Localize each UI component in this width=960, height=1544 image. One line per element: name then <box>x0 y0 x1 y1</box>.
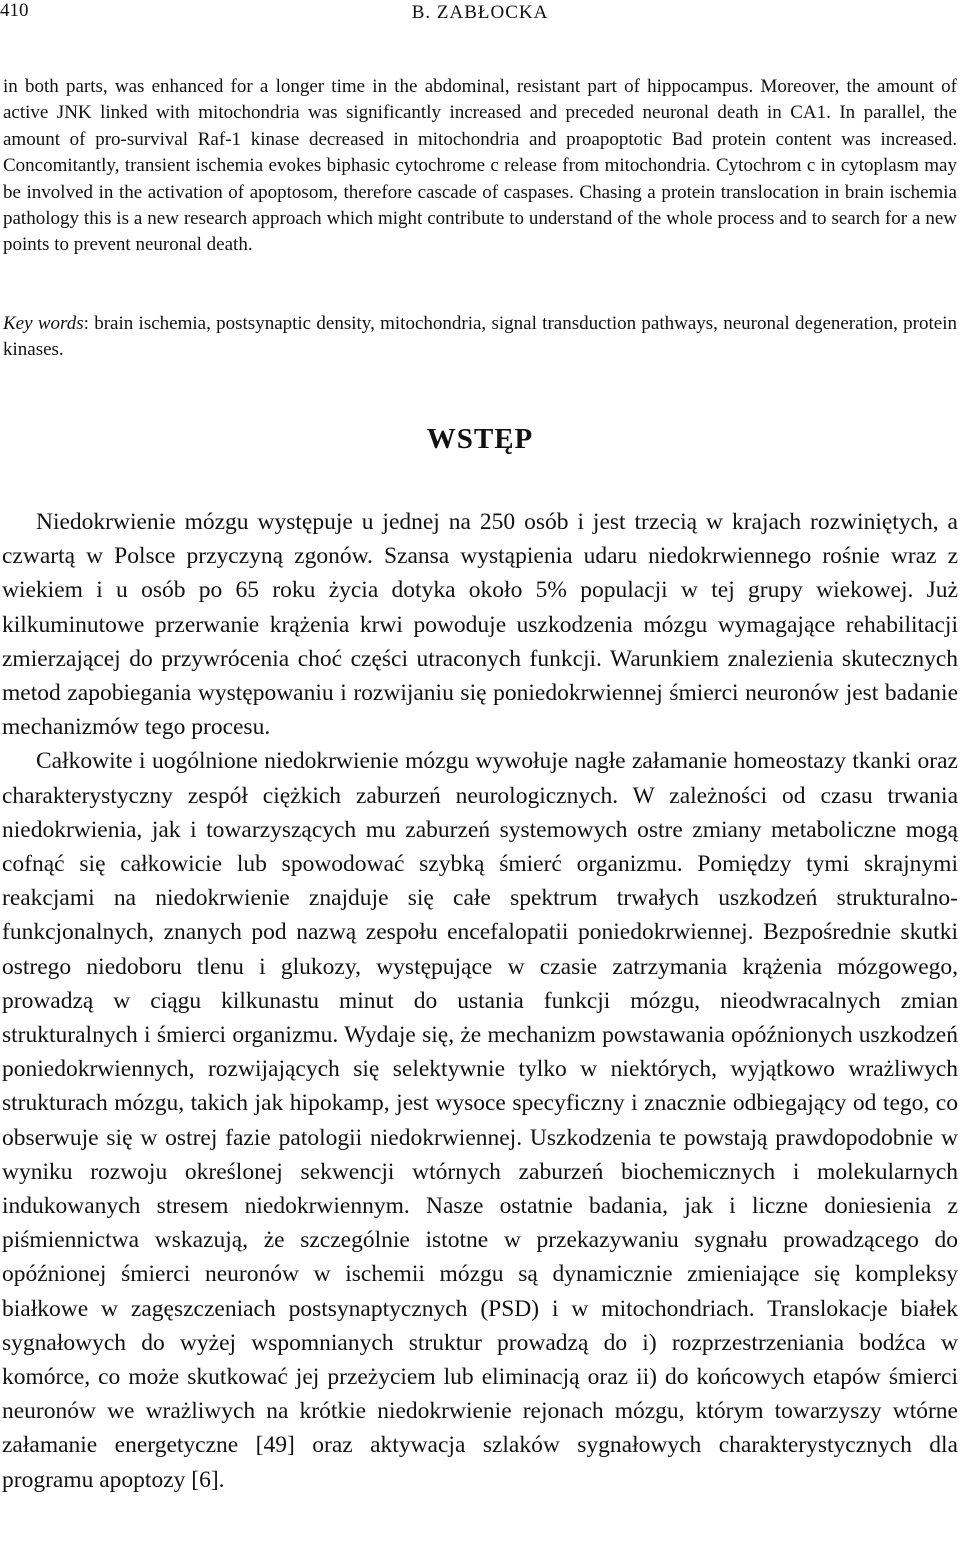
abstract <box>3 74 957 259</box>
section-title: WSTĘP <box>426 423 534 455</box>
body-text <box>2 505 958 1497</box>
page-header <box>0 0 960 30</box>
keywords-label: Key words <box>3 313 84 334</box>
body-paragraph: Niedokrwienie mózgu występuje u jednej na 250 osób i jest trzecią w krajach rozwiniętych, a czwartą w Polsce przyczyną zgonów. Szansa wystąpienia udaru niedokrwiennego rośnie wraz z wiekiem i u osób po 65 roku życia dotyka około 5% populacji w tej grupy wiekowej. Już kilkuminutowe przerwanie krążenia krwi powoduje uszkodzenia mózgu wymagające rehabilitacji zmierzającej do przywrócenia choć części utraconych funkcji. Warunkiem znalezienia skutecznych metod zapobiegania występowaniu i rozwijaniu się poniedokrwiennej śmierci neuronów jest badanie mechanizmów tego procesu. <box>2 509 958 741</box>
page-number: 410 <box>0 0 29 21</box>
keywords-paragraph <box>3 311 957 364</box>
running-head: B. ZABŁOCKA <box>411 2 549 23</box>
keywords <box>3 311 957 364</box>
keywords-text: : brain ischemia, postsynaptic density, mitochondria, signal transduction pathways, neuronal degeneration, protein kinases. <box>3 313 957 361</box>
body-paragraph: Całkowite i uogólnione niedokrwienie mózgu wywołuje nagłe załamanie homeostazy tkanki oraz charakterystyczny zespół ciężkich zaburzeń neurologicznych. W zależności od czasu trwania niedokrwienia, jak i towarzyszących mu zaburzeń systemowych ostre zmiany metaboliczne mogą cofnąć się całkowicie lub spowodować szybką śmierć organizmu. Pomiędzy tymi skrajnymi reakcjami na niedokrwienie znajduje się całe spektrum trwałych uszkodzeń strukturalno-funkcjonalnych, znanych pod nazwą zespołu encefalopatii poniedokrwiennej. Bezpośrednie skutki ostrego niedoboru tlenu i glukozy, występujące w czasie zatrzymania krążenia mózgowego, prowadzą w ciągu kilkunastu minut do ustania funkcji mózgu, nieodwracalnych zmian strukturalnych i śmierci organizmu. Wydaje się, że mechanizm powstawania opóźnionych uszkodzeń poniedokrwiennych, rozwijających się selektywnie tylko w niektórych, wyjątkowo wrażliwych strukturach mózgu, takich jak hipokamp, jest wysoce specyficzny i znacznie odbiegający od tego, co obserwuje się w ostrej fazie patologii niedokrwiennej. Uszkodzenia te powstają prawdopodobnie w wyniku rozwoju określonej sekwencji wtórnych zaburzeń biochemicznych i molekularnych indukowanych stresem niedokrwiennym. Nasze ostatnie badania, jak i liczne doniesienia z piśmiennictwa wskazują, że szczególnie istotne w przekazywaniu sygnału prowadzącego do opóźnionej śmierci neuronów w ischemii mózgu są dynamicznie zmieniające się kompleksy białkowe w zagęszczeniach postsynaptycznych (PSD) i w mitochondriach. Translokacje białek sygnałowych do wyżej wspomnianych struktur prowadzą do i) rozprzestrzeniania bodźca w komórce, co może skutkować jej przeżyciem lub eliminacją oraz ii) do końcowych etapów śmierci neuronów we wrażliwych na krótkie niedokrwienie rejonach mózgu, którym towarzyszy wtórne załamanie energetyczne [49] oraz aktywacja szlaków sygnałowych charakterystycznych dla programu apoptozy [6]. <box>2 748 958 1493</box>
abstract-text: in both parts, was enhanced for a longer time in the abdominal, resistant part of hippocampus. Moreover, the amount of active JNK linked with mitochondria was significantly increased and preceded neuronal death in CA1. In parallel, the amount of pro-survival Raf-1 kinase decreased in mitochondria and proapoptotic Bad protein content was increased. Concomitantly, transient ischemia evokes biphasic cytochrome c release from mitochondria. Cytochrom c in cytoplasm may be involved in the activation of apoptosom, therefore cascade of caspases. Chasing a protein translocation in brain ischemia pathology this is a new research approach which might contribute to understand of the whole process and to search for a new points to prevent neuronal death. <box>3 76 957 256</box>
